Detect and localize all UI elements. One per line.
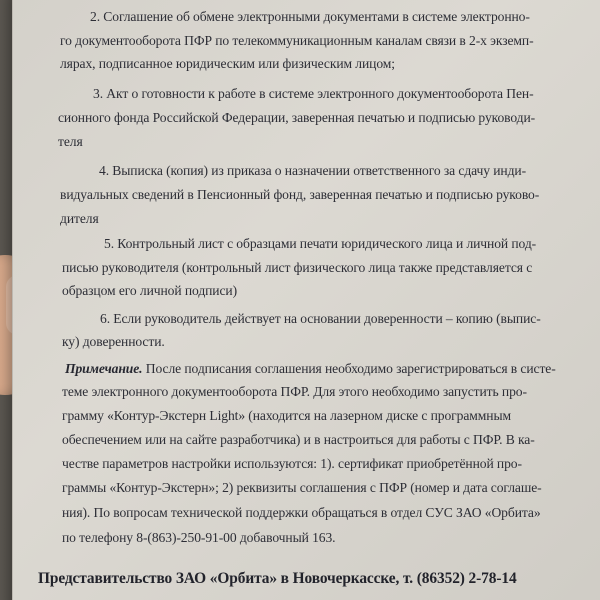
item-3-line-2: сионного фонда Российской Федерации, заверенная печатью и подписью руководи- [58,110,536,125]
item-5-line-3: образцом его личной подписи) [62,283,238,298]
item-2-line-1: 2. Соглашение об обмене электронными документами в системе электронно- [90,9,530,24]
item-6-line-2: ку) доверенности. [62,334,165,349]
note-line-1 [65,361,556,377]
item-4-line-1: 4. Выписка (копия) из приказа о назначении ответственного за сдачу инди- [99,163,527,178]
item-4-line-3: дителя [60,211,99,226]
note-line-6: граммы «Контур-Экстерн»; 2) реквизиты соглашения с ПФР (номер и дата соглаше- [62,480,542,495]
item-5-line-1: 5. Контрольный лист с образцами печати юридического лица и личной под- [104,236,537,251]
item-3-line-1: 3. Акт о готовности к работе в системе электронного документооборота Пен- [93,86,534,101]
note-line-8: по телефону 8-(863)-250-91-00 добавочный 163. [62,530,336,545]
footer-contact: Представительство ЗАО «Орбита» в Новочеркасске, т. (86352) 2-78-14 [38,570,517,587]
item-6-line-1: 6. Если руководитель действует на основании доверенности – копию (выпис- [100,311,541,326]
note-line-2: теме электронного документооборота ПФР. Для этого необходимо запустить про- [62,384,527,399]
note-label: Примечание. [65,361,143,376]
item-2-line-2: го документооборота ПФР по телекоммуникационным каналам связи в 2-х экземп- [60,33,534,48]
note-line-1-text: После подписания соглашения необходимо зарегистрироваться в систе- [142,361,556,376]
note-line-4: обеспечением или на сайте разработчика) и в настроиться для работы с ПФР. В ка- [62,432,535,447]
note-line-5: честве параметров настройки используются: 1). сертификат приобретённой про- [62,456,522,471]
note-line-7: ния). По вопросам технической поддержки обращаться в отдел СУС ЗАО «Орбита» [62,505,541,520]
item-4-line-2: видуальных сведений в Пенсионный фонд, заверенная печатью и подписью руково- [60,187,540,202]
note-line-3: грамму «Контур-Экстерн Light» (находится на лазерном диске с программным [62,408,511,423]
item-5-line-2: писью руководителя (контрольный лист физического лица также представляется с [62,260,533,275]
item-3-line-3: теля [58,134,83,149]
item-2-line-3: лярах, подписанное юридическим или физическим лицом; [60,56,395,71]
